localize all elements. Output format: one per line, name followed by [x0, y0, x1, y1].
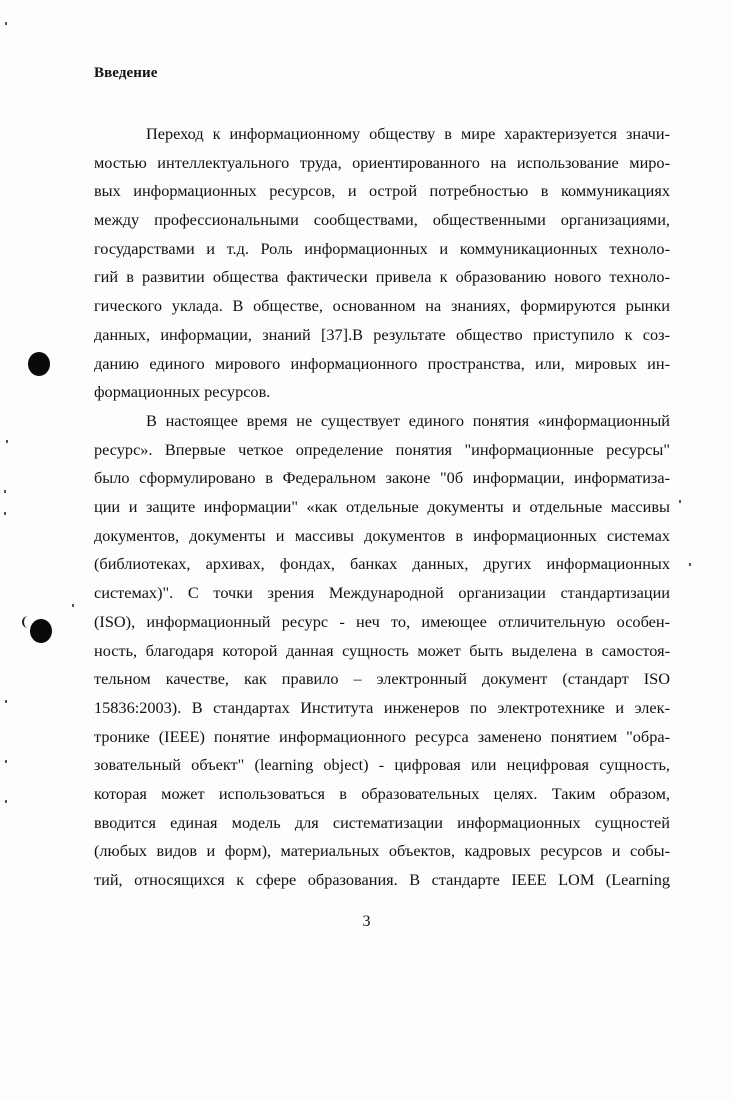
text-line: ность, благодаря которой данная сущность может быть выделена в самостоя- [94, 640, 670, 660]
text-line: (ISO), информационный ресурс - неч то, имеющее отличительную особен- [94, 611, 670, 631]
text-line: (библиотеках, архивах, фондах, банках данных, других информационных [94, 554, 670, 574]
text-line: тронике (IEEE) понятие информационного ресурса заменено понятием "обра- [94, 726, 670, 746]
text-line: (любых видов и форм), материальных объектов, кадровых ресурсов и собы- [94, 841, 670, 861]
scan-artifact [689, 563, 691, 566]
text-line: между профессиональными сообществами, общественными организациями, [94, 210, 670, 230]
text-line: системах)". С точки зрения Международной организации стандартизации [94, 583, 670, 603]
text-line: В настоящее время не существует единого понятия «информационный [146, 411, 670, 430]
scan-artifact [5, 760, 7, 763]
scan-artifact [679, 500, 681, 503]
scan-artifact [6, 440, 8, 443]
text-line: вводится единая модель для систематизации информационных сущностей [94, 812, 670, 832]
scan-artifact [4, 512, 6, 515]
scan-artifact [5, 700, 7, 703]
text-line: зовательный объект" (learning object) - цифровая или нецифровая сущность, [94, 755, 670, 775]
text-line: ресурс». Впервые четкое определение понятия "информационные ресурсы" [94, 439, 670, 459]
paragraph-1 [94, 120, 670, 407]
text-line: мостью интеллектуального труда, ориентированного на использование миро- [94, 152, 670, 172]
text-line: которая может использоваться в образовательных целях. Таким образом, [94, 783, 670, 803]
page-number: 3 [362, 913, 371, 930]
text-line: ции и защите информации" «как отдельные документы и отдельные массивы [94, 497, 670, 517]
scan-artifact [72, 604, 74, 607]
scan-artifact [22, 616, 32, 628]
text-line: документов, документы и массивы документов в информационных системах [94, 525, 670, 545]
binder-hole-mark [28, 352, 50, 376]
text-line: тий, относящихся к сфере образования. В стандарте IEEE LOM (Learning [94, 870, 670, 889]
text-line: гического уклада. В обществе, основанном на знаниях, формируются рынки [94, 296, 670, 316]
text-line: данных, информации, знаний [37].В результате общество приступило к соз- [94, 324, 670, 344]
text-line: 15836:2003). В стандартах Института инженеров по электротехнике и элек- [94, 697, 670, 717]
section-heading: Введение [94, 65, 158, 81]
text-line: вых информационных ресурсов, и острой потребностью в коммуникациях [94, 181, 670, 201]
binder-hole-mark [30, 619, 52, 643]
scan-artifact [5, 800, 7, 803]
text-line: государствами и т.д. Роль информационных и коммуникационных техноло- [94, 238, 670, 258]
text-line: гий в развитии общества фактически привела к образованию нового техноло- [94, 267, 670, 287]
paragraph-2 [94, 407, 670, 895]
text-line: Переход к информационному обществу в мире характеризуется значи- [146, 124, 670, 143]
scan-artifact [4, 490, 6, 493]
text-line: было сформулировано в Федеральном законе "0б информации, информатиза- [94, 468, 670, 488]
scan-artifact [5, 22, 7, 25]
text-line: данию единого мирового информационного пространства, или, мировых ин- [94, 353, 670, 373]
text-line: тельном качестве, как правило – электронный документ (стандарт ISO [94, 669, 670, 689]
text-line: формационных ресурсов. [94, 382, 271, 402]
